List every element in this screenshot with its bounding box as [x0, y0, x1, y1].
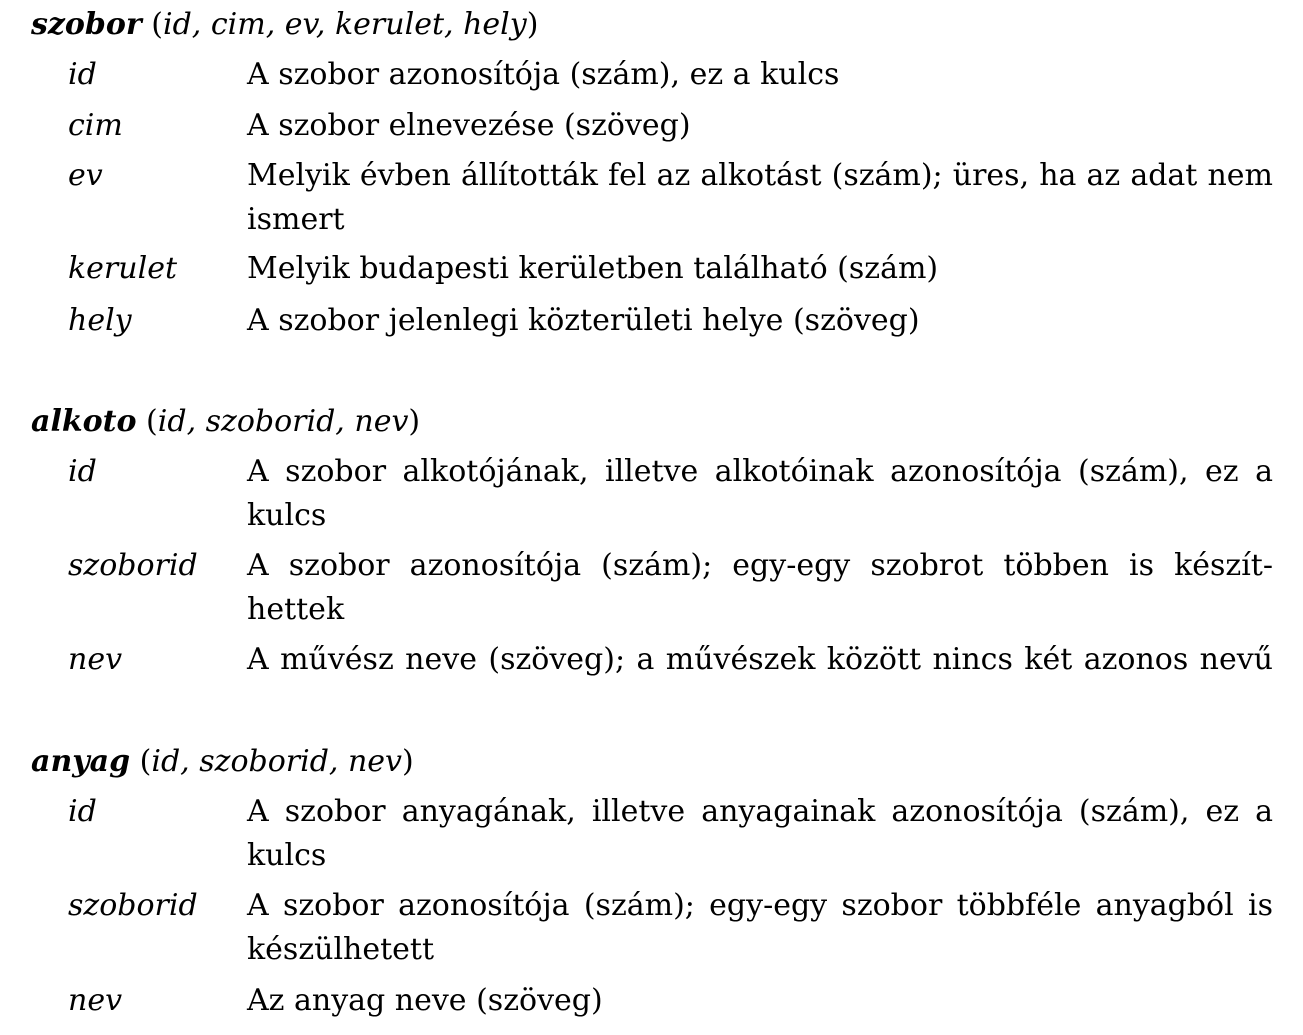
field-name: nev: [68, 642, 123, 677]
field-description: Melyik budapesti kerületben található (szám): [247, 251, 939, 286]
field-name: kerulet: [68, 251, 177, 286]
field-name: id: [68, 794, 97, 829]
field-description: A szobor azonosítója (szám); egy-egy szobrot többen is készíthettek: [247, 548, 1273, 627]
field-name: id: [68, 454, 97, 489]
field-description: Melyik évben állították fel az alkotást (szám); üres, ha az adat nem ismert: [247, 158, 1273, 237]
field-name: hely: [68, 303, 132, 338]
field-name: szoborid: [68, 888, 198, 923]
table-heading-anyag: anyag (id, szoborid, nev): [31, 744, 414, 779]
field-description: Az anyag neve (szöveg): [247, 983, 603, 1018]
field-description: A szobor azonosítója (szám), ez a kulcs: [247, 57, 840, 92]
table-name: alkoto: [31, 404, 137, 439]
table-name: szobor: [31, 7, 142, 42]
table-attributes: id, szoborid, nev: [157, 404, 409, 439]
field-description: A szobor alkotójának, illetve alkotóinak azonosítója (szám), ez a kulcs: [247, 454, 1273, 533]
table-heading-alkoto: alkoto (id, szoborid, nev): [31, 404, 421, 439]
table-attributes: id, cim, ev, kerulet, hely: [163, 7, 527, 42]
table-attributes: id, szoborid, nev: [151, 744, 403, 779]
field-description: A művész neve (szöveg); a művészek között nincs két azonos nevű: [247, 642, 1273, 677]
field-description: A szobor elnevezése (szöveg): [247, 108, 691, 143]
field-description: A szobor anyagának, illetve anyagainak azonosítója (szám), ez a kulcs: [247, 794, 1273, 873]
field-name: nev: [68, 983, 123, 1018]
field-name: szoborid: [68, 548, 198, 583]
field-description: A szobor jelenlegi közterületi helye (szöveg): [247, 303, 920, 338]
field-description: A szobor azonosítója (szám); egy-egy szobor többféle anyagból is készülhetett: [247, 888, 1273, 967]
field-name: ev: [68, 158, 103, 193]
table-heading-szobor: szobor (id, cim, ev, kerulet, hely): [31, 7, 539, 42]
field-name: cim: [68, 108, 123, 143]
field-name: id: [68, 57, 97, 92]
table-name: anyag: [31, 744, 131, 779]
